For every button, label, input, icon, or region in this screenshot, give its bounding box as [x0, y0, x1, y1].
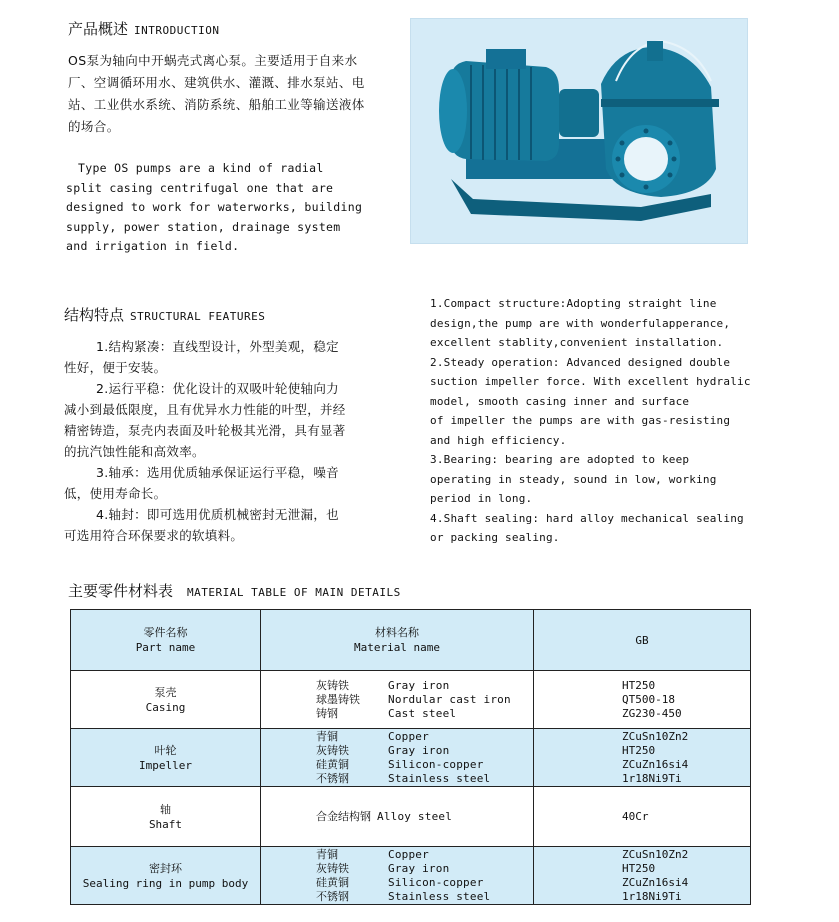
- material-line: [261, 876, 533, 890]
- material-cn: 灰铸铁: [316, 743, 349, 757]
- split-line: [601, 99, 719, 107]
- header-part-en: Part name: [135, 641, 196, 654]
- material-line: [261, 890, 533, 904]
- gb-value: HT250: [622, 861, 656, 875]
- table-row: [71, 671, 751, 729]
- structure-en-line: 1.Compact structure:Adopting straight line: [430, 297, 717, 310]
- material-en: Silicon-copper: [388, 757, 484, 771]
- structure-en-line: operating in steady, sound in low, working: [430, 472, 717, 486]
- pump-top-flange: [647, 41, 663, 61]
- structure-en-line: of impeller the pumps are with gas-resisting: [430, 414, 731, 427]
- material-en: Gray iron: [388, 678, 450, 692]
- structure-en-line: 3.Bearing: bearing are adopted to keep: [430, 453, 690, 466]
- intro-en-text: Type OS pumps are a kind of radial split casing centrifugal one that are designed to work for waterworks, building supply, power station, drainage system and irrigation in field.: [66, 161, 363, 253]
- part-name-en: Impeller: [139, 758, 192, 772]
- structure-en-line: model, smooth casing inner and surface: [430, 394, 690, 408]
- material-en: Gray iron: [388, 743, 450, 757]
- coupling-guard: [559, 89, 599, 137]
- gb-value: QT500-18: [622, 692, 675, 706]
- structure-cn-line: 减小到最低限度，且有优异水力性能的叶型，并经: [64, 402, 346, 417]
- material-cn: 硅黄铜: [316, 875, 349, 889]
- material-en: Nordular cast iron: [388, 692, 511, 706]
- material-title-en: MATERIAL TABLE OF MAIN DETAILS: [187, 586, 401, 599]
- material-cn: 青铜: [316, 729, 338, 743]
- structure-cn-line: 精密铸造，泵壳内表面及叶轮极其光滑，具有显著: [64, 423, 346, 438]
- motor-end-cap: [439, 69, 467, 153]
- structure-cn-line: 4.轴封：即可选用优质机械密封无泄漏，也: [96, 507, 339, 522]
- material-line: [261, 693, 533, 707]
- part-name-en: Sealing ring in pump body: [82, 876, 249, 890]
- part-name-en: Shaft: [148, 817, 183, 831]
- part-name-en: Casing: [145, 700, 186, 714]
- structure-en-line: period in long.: [430, 492, 533, 505]
- structure-en-line: or packing sealing.: [430, 531, 560, 544]
- material-line: [261, 679, 533, 693]
- material-cn: 硅黄铜: [316, 757, 349, 771]
- part-name-cn: 泵壳: [154, 685, 177, 699]
- structure-en-line: and high efficiency.: [430, 433, 567, 447]
- material-line: [261, 772, 533, 786]
- material-en: Stainless steel: [388, 889, 491, 903]
- header-part-name: [71, 610, 261, 671]
- material-cn: 不锈钢: [316, 771, 349, 785]
- material-cn: 青铜: [316, 847, 338, 861]
- structure-en-line: 2.Steady operation: Advanced designed double: [430, 355, 731, 369]
- structure-en-line: suction impeller force. With excellent hydralic: [430, 375, 751, 388]
- header-part-cn: 零件名称: [143, 626, 188, 639]
- material-cell: [261, 787, 534, 847]
- structure-en-line: 4.Shaft sealing: hard alloy mechanical sealing: [430, 511, 744, 525]
- flange-opening: [624, 137, 668, 181]
- structure-cn-line: 1.结构紧凑：直线型设计，外型美观，稳定: [96, 339, 339, 354]
- gb-value: HT250: [622, 743, 656, 757]
- material-cn: 灰铸铁: [316, 678, 349, 692]
- part-cell: [71, 787, 261, 847]
- motor-terminal-box: [486, 49, 526, 69]
- gb-value: ZCuSn10Zn2: [622, 847, 689, 861]
- material-en: Copper: [388, 729, 429, 743]
- gb-value: ZG230-450: [622, 706, 682, 720]
- material-cn: 不锈钢: [316, 889, 349, 903]
- material-line: [261, 862, 533, 876]
- material-line: [261, 810, 533, 824]
- pump-illustration: [411, 19, 747, 243]
- intro-title: [68, 18, 220, 39]
- header-gb: [534, 610, 751, 671]
- structure-cn-list: [64, 336, 374, 546]
- table-row: [71, 787, 751, 847]
- material-line: [261, 707, 533, 721]
- part-cell: [71, 671, 261, 729]
- material-table: [70, 609, 751, 905]
- gb-value: ZCuSn10Zn2: [622, 729, 689, 743]
- material-en: Alloy steel: [377, 809, 453, 823]
- table-row: [71, 729, 751, 787]
- header-material-cn: 材料名称: [375, 626, 419, 639]
- header-material-name: [261, 610, 534, 671]
- material-title-cn: 主要零件材料表: [68, 582, 174, 600]
- structure-cn-line: 的抗汽蚀性能和高效率。: [64, 444, 205, 459]
- pump-photo: [410, 18, 748, 244]
- structure-cn-line: 性好，便于安装。: [64, 360, 167, 375]
- gb-cell: [534, 729, 751, 787]
- motor-body: [451, 61, 559, 161]
- intro-title-en: INTRODUCTION: [134, 24, 220, 37]
- structure-cn-line: 可选用符合环保要求的软填料。: [64, 528, 244, 543]
- structure-title: [64, 304, 265, 325]
- structure-cn-line: 低，使用寿命长。: [64, 486, 167, 501]
- gb-cell: [534, 847, 751, 905]
- material-en: Cast steel: [388, 706, 457, 720]
- material-en: Silicon-copper: [388, 875, 484, 889]
- part-cell: [71, 729, 261, 787]
- material-cn: 灰铸铁: [316, 861, 349, 875]
- material-cn: 铸钢: [316, 706, 338, 720]
- material-cn: 合金结构钢: [316, 809, 371, 823]
- table-header-row: [71, 610, 751, 671]
- part-name-cn: 密封环: [149, 861, 182, 875]
- material-en: Stainless steel: [388, 771, 491, 785]
- material-cn: 球墨铸铁: [316, 692, 360, 706]
- gb-value: ZCuZn16si4: [622, 757, 689, 771]
- material-cell: [261, 847, 534, 905]
- material-en: Gray iron: [388, 861, 450, 875]
- material-line: [261, 730, 533, 744]
- material-table-title: [68, 580, 401, 601]
- structure-en-line: excellent stablity,convenient installation.: [430, 336, 724, 349]
- gb-value: 40Cr: [622, 809, 649, 823]
- table-row: [71, 847, 751, 905]
- gb-value: 1r18Ni9Ti: [622, 771, 682, 785]
- gb-value: 1r18Ni9Ti: [622, 889, 682, 903]
- header-gb-label: GB: [635, 633, 649, 647]
- intro-cn-text: OS泵为轴向中开蜗壳式离心泵。主要适用于自来水厂、空调循环用水、建筑供水、灌溉、排水泵站、电站、工业供水系统、消防系统、船舶工业等输送液体的场合。: [68, 53, 365, 134]
- part-name-cn: 轴: [160, 802, 171, 816]
- structure-en-line: design,the pump are with wonderfulapperance,: [430, 316, 731, 330]
- material-en: Copper: [388, 847, 429, 861]
- structure-cn-line: 3.轴承：选用优质轴承保证运行平稳，噪音: [96, 465, 339, 480]
- material-cell: [261, 671, 534, 729]
- material-cell: [261, 729, 534, 787]
- gb-value: ZCuZn16si4: [622, 875, 689, 889]
- structure-title-en: STRUCTURAL FEATURES: [130, 310, 266, 323]
- part-cell: [71, 847, 261, 905]
- intro-title-cn: 产品概述: [68, 20, 129, 38]
- structure-en-list: [430, 294, 830, 548]
- material-line: [261, 758, 533, 772]
- part-name-cn: 叶轮: [154, 743, 177, 757]
- gb-value: HT250: [622, 678, 656, 692]
- header-material-en: Material name: [353, 641, 441, 654]
- material-line: [261, 848, 533, 862]
- structure-cn-line: 2.运行平稳：优化设计的双吸叶轮使轴向力: [96, 381, 339, 396]
- material-line: [261, 744, 533, 758]
- gb-cell: [534, 671, 751, 729]
- structure-title-cn: 结构特点: [64, 306, 125, 324]
- gb-cell: [534, 787, 751, 847]
